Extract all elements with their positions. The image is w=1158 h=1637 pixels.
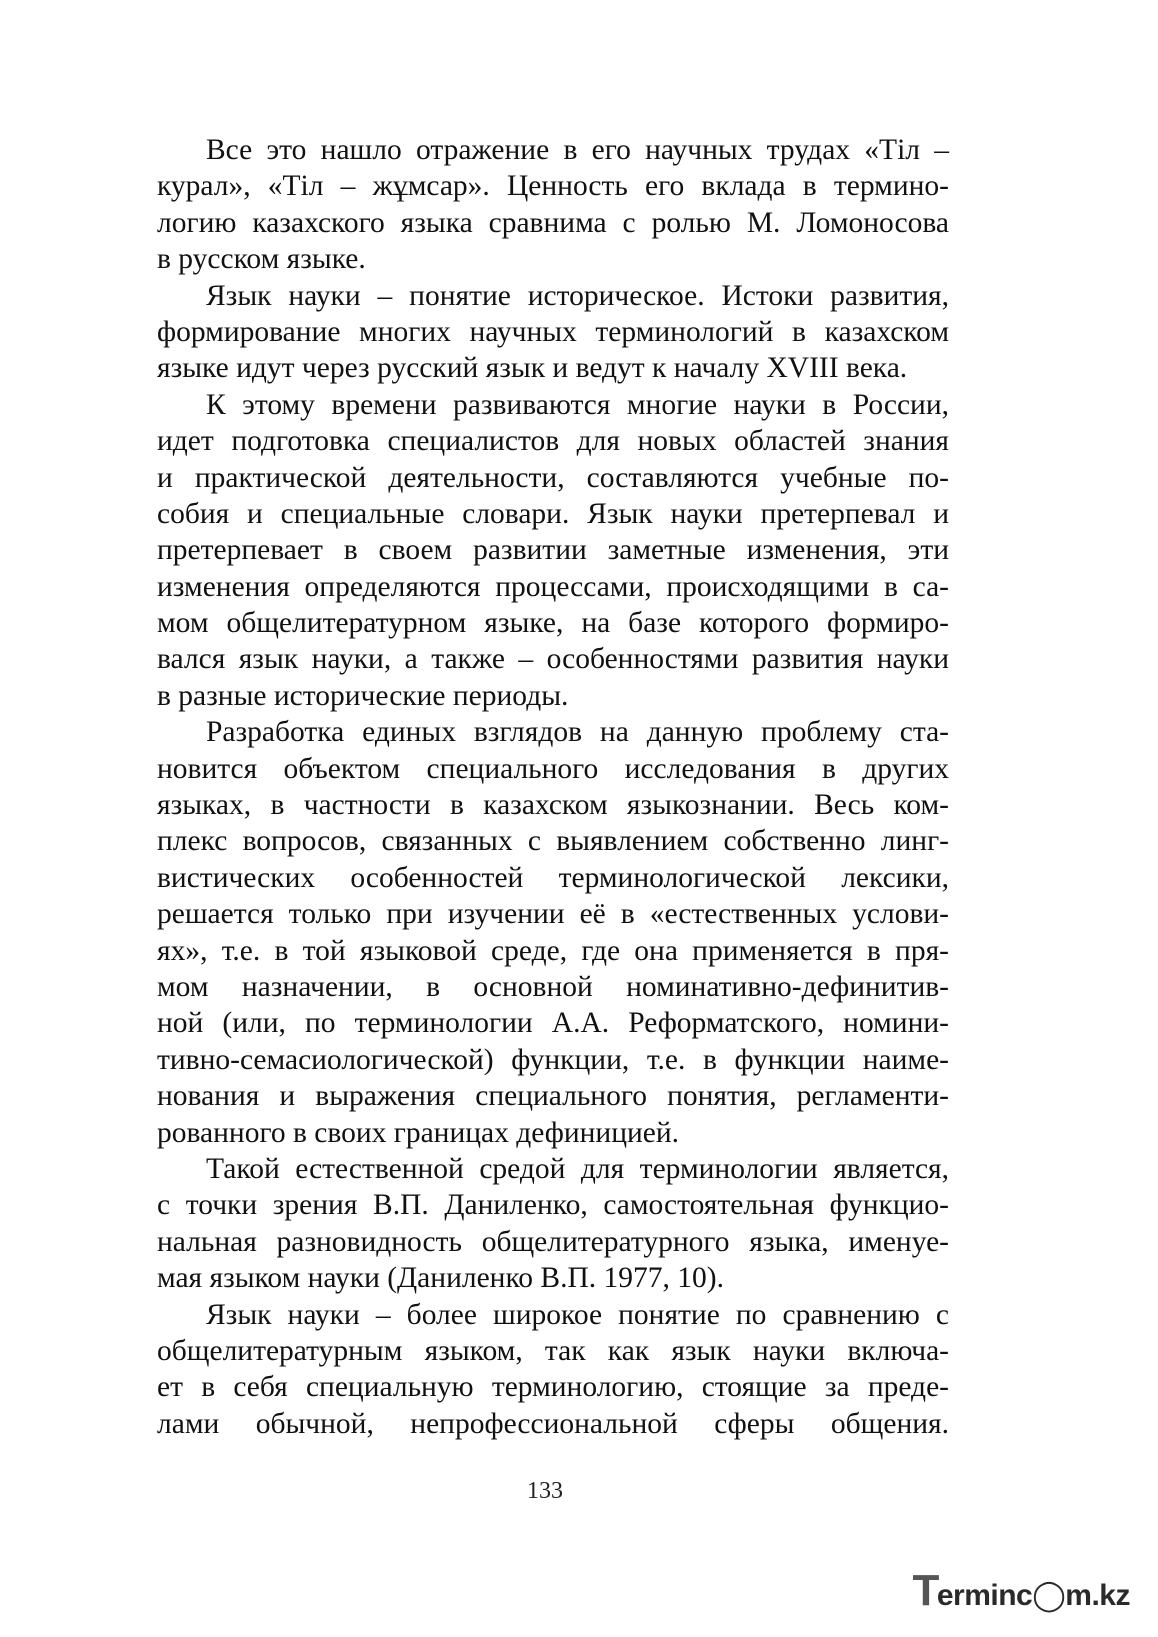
- text-line: и практической деятельности, составляются учебные по-: [157, 461, 949, 494]
- text-line: в разные исторические периоды.: [157, 679, 569, 712]
- text-line: языке идут через русский язык и ведут к началу XVIII века.: [157, 352, 908, 385]
- text-line: формирование многих научных терминологий в казахском: [157, 315, 949, 348]
- text-line: нования и выражения специального понятия, регламенти-: [157, 1080, 949, 1113]
- text-line: в русском языке.: [157, 243, 366, 276]
- termincom-watermark-logo: [912, 1566, 1130, 1615]
- text-line: решается только при изучении её в «естественных услови-: [157, 898, 949, 931]
- text-line: идет подготовка специалистов для новых областей знания: [157, 425, 949, 458]
- text-line: языках, в частности в казахском языкознании. Весь ком-: [157, 789, 949, 822]
- text-line: собия и специальные словари. Язык науки претерпевал и: [157, 497, 949, 530]
- text-line: Язык науки – более широкое понятие по сравнению с: [206, 1298, 949, 1331]
- watermark-letter-t: T: [912, 1566, 939, 1615]
- text-line: плекс вопросов, связанных с выявлением собственно линг-: [157, 825, 949, 858]
- text-line: Разработка единых взглядов на данную проблему ста-: [206, 716, 949, 749]
- text-line: вистических особенностей терминологической лексики,: [157, 861, 949, 894]
- text-line: курал», «Тіл – жұмсар». Ценность его вклада в термино-: [157, 170, 949, 203]
- text-line: новится объектом специального исследования в других: [157, 752, 949, 785]
- text-line: К этому времени развиваются многие науки в России,: [206, 388, 949, 421]
- text-line: логию казахского языка сравнима с ролью М. Ломоносова: [157, 206, 949, 239]
- text-line: Такой естественной средой для терминологии является,: [206, 1152, 949, 1185]
- text-line: мая языком науки (Даниленко В.П. 1977, 10).: [157, 1262, 724, 1295]
- text-line: общелитературным языком, так как язык науки включа-: [157, 1334, 949, 1367]
- text-line: ет в себя специальную терминологию, стоящие за преде-: [157, 1371, 949, 1404]
- text-line: лами обычной, непрофессиональной сферы общения.: [157, 1407, 949, 1440]
- text-line: претерпевает в своем развитии заметные изменения, эти: [157, 534, 949, 567]
- text-line: изменения определяются процессами, происходящими в са-: [157, 570, 949, 603]
- page-number: 133: [527, 1478, 563, 1504]
- text-line: с точки зрения В.П. Даниленко, самостоятельная функцио-: [157, 1189, 949, 1222]
- text-line: тивно-семасиологической) функции, т.е. в функции наиме-: [157, 1043, 949, 1076]
- text-line: ной (или, по терминологии А.А. Реформатского, номини-: [157, 1007, 949, 1040]
- text-line: мом назначении, в основной номинативно-дефинитив-: [157, 970, 949, 1003]
- text-line: мом общелитературном языке, на базе которого формиро-: [157, 607, 949, 640]
- watermark-text: erminc◯m.kz: [936, 1579, 1130, 1612]
- text-line: ях», т.е. в той языковой среде, где она применяется в пря-: [157, 934, 949, 967]
- text-line: нальная разновидность общелитературного языка, именуе-: [157, 1225, 949, 1258]
- text-line: Язык науки – понятие историческое. Истоки развития,: [206, 279, 949, 312]
- text-line: Все это нашло отражение в его научных трудах «Тіл –: [206, 134, 949, 166]
- page-body: [157, 132, 949, 1442]
- text-line: вался язык науки, а также – особенностями развития науки: [157, 643, 949, 676]
- text-line: рованного в своих границах дефиницией.: [157, 1116, 680, 1149]
